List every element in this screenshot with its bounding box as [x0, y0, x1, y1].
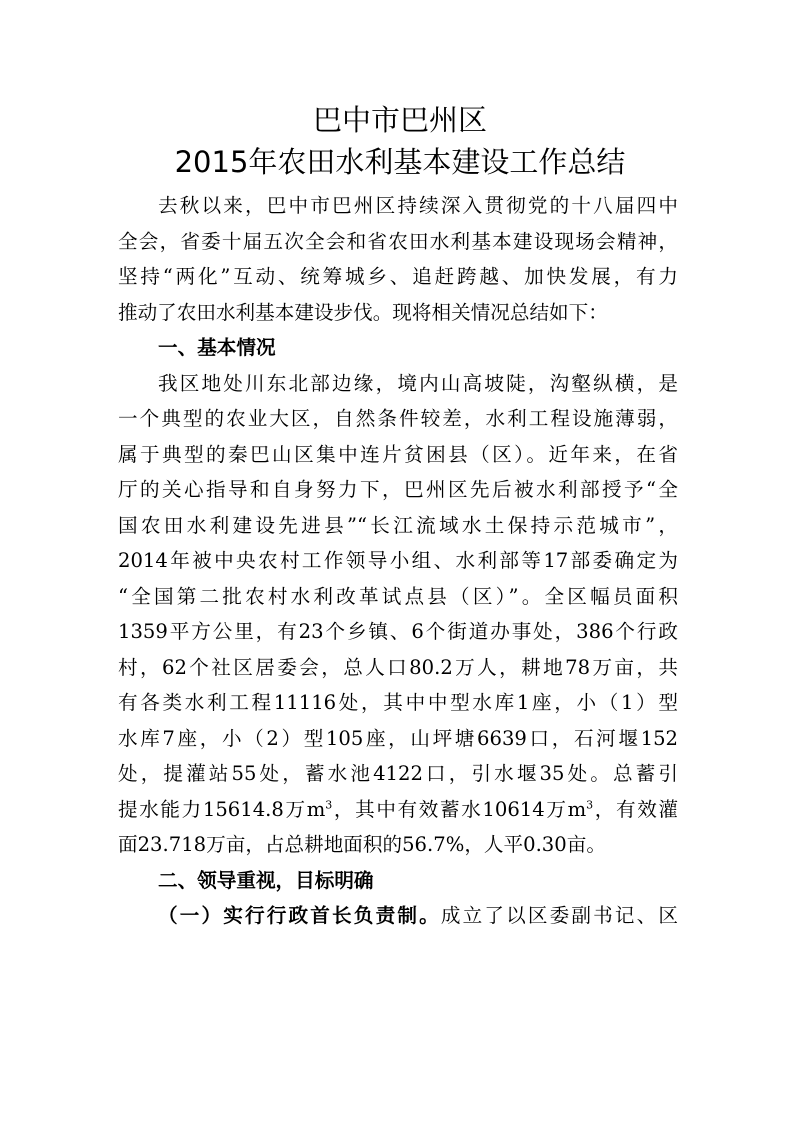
paragraph-line: 国农田水利建设先进县”“长江流域水土保持示范城市”，	[118, 513, 678, 537]
section-heading: 二、领导重视，目标明确	[158, 868, 374, 892]
paragraph-line: 1359平方公里，有23个乡镇、6个街道办事处，386个行政	[118, 620, 678, 643]
paragraph-line: 一个典型的农业大区，自然条件较差，水利工程设施薄弱，	[118, 407, 678, 430]
document-title-line-1: 巴中市巴州区	[312, 103, 487, 137]
paragraph-line: 面23.718万亩，占总耕地面积的56.7%，人平0.30亩。	[118, 833, 606, 856]
document-body	[118, 188, 678, 934]
paragraph-line: “全国第二批农村水利改革试点县（区）”。全区幅员面积	[118, 584, 678, 608]
paragraph-line: 坚持“两化”互动、统筹城乡、追赶跨越、加快发展，有力	[118, 265, 678, 288]
superscript: 3	[325, 797, 333, 811]
paragraph-line: 2014年被中央农村工作领导小组、水利部等17部委确定为	[118, 549, 678, 572]
line-part: 提水能力15614.8万m	[118, 797, 326, 821]
subsection-heading: （一）实行行政首长负责制。	[158, 904, 441, 927]
paragraph-line: 水库7座，小（2）型105座，山坪塘6639口，石河堰152	[118, 726, 678, 750]
paragraph-line: 我区地处川东北部边缘，境内山高坡陡，沟壑纵横，是	[158, 371, 678, 395]
line-part: ，有效灌	[593, 797, 678, 821]
paragraph-line: 推动了农田水利基本建设步伐。现将相关情况总结如下：	[118, 300, 608, 324]
paragraph-line: 村，62个社区居委会，总人口80.2万人，耕地78万亩，共	[118, 655, 678, 679]
line-part: 成立了以区委副书记、区	[440, 904, 678, 927]
section-heading: 一、基本情况	[158, 336, 276, 359]
paragraph-line: 属于典型的秦巴山区集中连片贫困县（区）。近年来，在省	[118, 442, 678, 466]
paragraph-line: 去秋以来，巴中市巴州区持续深入贯彻党的十八届四中	[158, 194, 678, 217]
paragraph-line: 全会，省委十届五次全会和省农田水利基本建设现场会精神，	[118, 229, 678, 253]
document-title-line-2: 2015年农田水利基本建设工作总结	[174, 145, 626, 179]
paragraph-line: 厅的关心指导和自身努力下，巴州区先后被水利部授予“全	[118, 478, 678, 501]
paragraph-line	[118, 898, 678, 934]
superscript: 3	[586, 797, 594, 811]
paragraph-line	[118, 792, 678, 828]
paragraph-line: 处，提灌站55处，蓄水池4122口，引水堰35处。总蓄引	[118, 762, 678, 785]
line-part: ，其中有效蓄水10614万m	[332, 797, 587, 821]
paragraph-line: 有各类水利工程11116处，其中中型水库1座，小（1）型	[118, 691, 678, 714]
